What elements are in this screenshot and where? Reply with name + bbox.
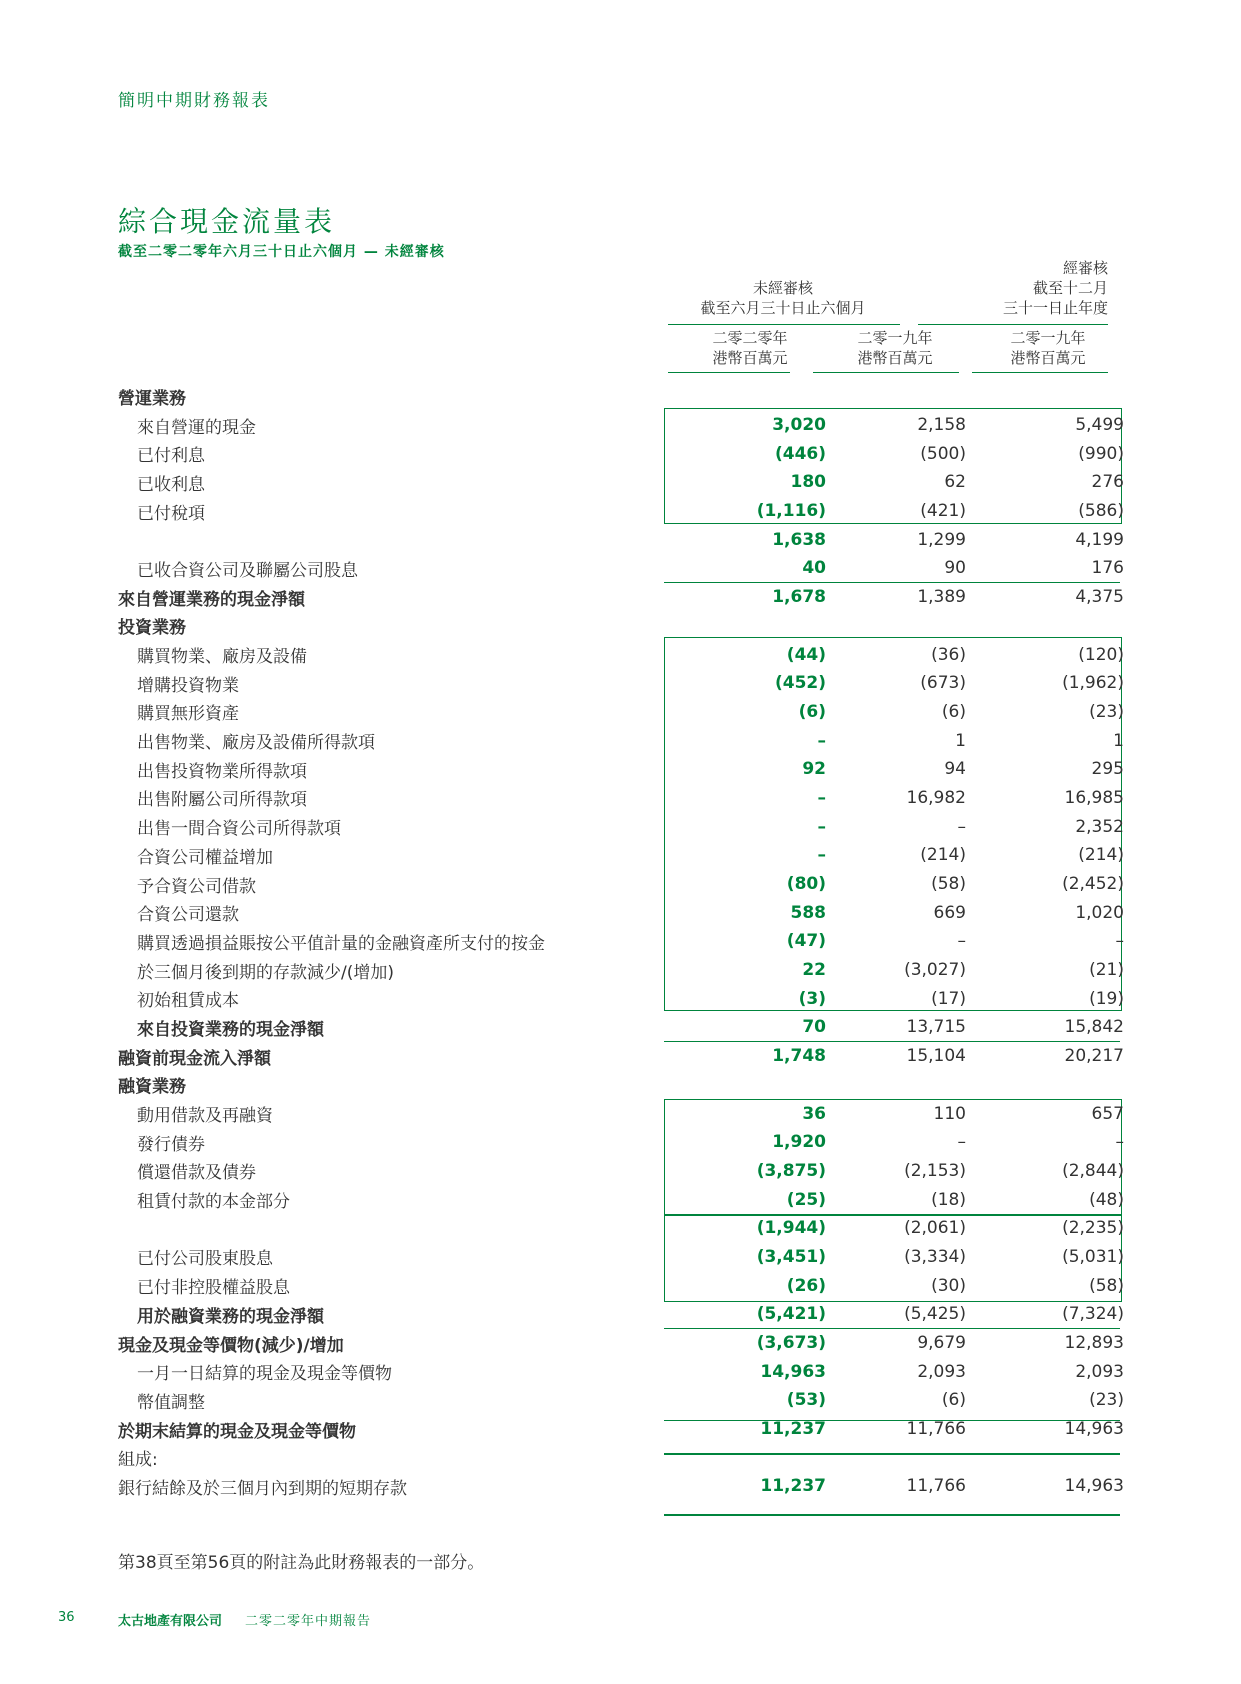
row-label: 已收利息 [137,474,205,495]
table-row [118,1300,1124,1329]
row-value-v3: 1 [1113,730,1124,751]
table-row [118,411,1124,440]
row-value-v1: (80) [786,874,826,895]
row-value-v2: (2,153) [904,1160,966,1181]
row-label: 初始租賃成本 [137,991,239,1012]
row-label: 租賃付款的本金部分 [137,1192,290,1213]
row-value-v3: (214) [1078,845,1124,866]
row-label: 融資業務 [118,1077,186,1098]
row-value-v3: – [1115,1132,1124,1153]
table-row [118,956,1124,985]
row-value-v3: (23) [1089,701,1124,722]
row-value-v3: 295 [1091,759,1124,780]
table-row [118,812,1124,841]
row-value-v3: 2,093 [1075,1361,1124,1382]
row-label: 增購投資物業 [137,675,239,696]
row-value-v2: 90 [944,558,966,579]
row-value-v3 [976,1443,1124,1472]
row-value-v3 [976,382,1124,411]
row-value-v1: 36 [802,1103,826,1124]
row-value-v1: (1,116) [756,501,826,522]
unaudited-group-header [668,278,898,318]
row-label: 於三個月後到期的存款減少/(增加) [137,962,394,983]
column-unit: 港幣百萬元 [1010,349,1086,367]
row-value-v2: (58) [931,874,966,895]
row-value-v3: 5,499 [1075,415,1124,436]
row-value-v2: 110 [933,1103,966,1124]
row-value-v2: (17) [931,988,966,1009]
row-value-v3: 657 [1091,1103,1124,1124]
table-row [118,755,1124,784]
table-row [118,841,1124,870]
audited-period-label-1: 截至十二月 [1032,279,1108,297]
row-value-v1: (3) [798,988,826,1009]
table-row [118,669,1124,698]
column-unit: 港幣百萬元 [712,349,788,367]
row-value-v2: (673) [920,673,966,694]
row-label: 營運業務 [118,388,186,409]
table-row [118,1329,1124,1358]
row-value-v1: – [817,730,826,751]
row-value-v1: 1,748 [772,1046,826,1067]
row-value-v3: 14,963 [1064,1476,1124,1497]
table-row [118,497,1124,526]
row-value-v2: 669 [933,902,966,923]
row-label: 幣值調整 [137,1392,205,1413]
row-label: 已收合資公司及聯屬公司股息 [137,560,358,581]
row-label: 合資公司權益增加 [137,847,273,868]
row-label: 來自營運業務的現金淨額 [118,589,305,610]
row-label: 予合資公司借款 [137,876,256,897]
row-value-v1 [689,382,832,411]
row-value-v3: 276 [1091,472,1124,493]
row-value-v1: 1,920 [772,1132,826,1153]
row-label: 出售一間合資公司所得款項 [137,819,341,840]
header-underline [668,372,790,373]
row-value-v2: (214) [920,845,966,866]
column-year: 二零一九年 [1010,329,1086,347]
row-value-v1: (44) [786,644,826,665]
row-value-v3: 14,963 [1064,1419,1124,1440]
row-value-v2: 11,766 [906,1419,966,1440]
row-value-v1: (47) [786,931,826,952]
row-value-v2: (3,334) [904,1246,966,1267]
audited-group-header [958,258,1108,318]
row-value-v1 [689,1071,832,1100]
table-row [118,927,1124,956]
row-label: 投資業務 [118,618,186,639]
row-value-v3: – [1115,931,1124,952]
row-value-v1: 180 [790,472,826,493]
row-value-v1: (3,673) [756,1333,826,1354]
table-row [118,1128,1124,1157]
row-value-v3: (2,844) [1062,1160,1124,1181]
row-value-v2 [832,612,976,641]
header-underline [813,372,959,373]
header-underline [972,372,1108,373]
row-value-v1: – [817,845,826,866]
row-value-v2: (30) [931,1275,966,1296]
row-label: 現金及現金等價物(減少)/增加 [118,1335,344,1356]
row-label: 已付公司股東股息 [137,1249,273,1270]
column-year: 二零一九年 [857,329,933,347]
row-label [118,525,689,554]
row-label: 出售附屬公司所得款項 [137,790,307,811]
row-value-v2: 13,715 [906,1017,966,1038]
table-row [118,1214,1124,1243]
row-value-v2: 9,679 [917,1333,966,1354]
row-value-v1: (3,875) [756,1160,826,1181]
column-year: 二零二零年 [712,329,788,347]
table-row [118,1157,1124,1186]
row-value-v1: (6) [798,701,826,722]
row-value-v3: 12,893 [1064,1333,1124,1354]
row-value-v2: (421) [920,501,966,522]
row-value-v2: 16,982 [906,787,966,808]
row-value-v3: (586) [1078,501,1124,522]
row-value-v1: – [817,816,826,837]
table-row [118,1071,1124,1100]
table-row [118,698,1124,727]
row-value-v1: 588 [790,902,826,923]
table-row [118,784,1124,813]
row-label: 一月一日結算的現金及現金等價物 [137,1364,392,1385]
row-value-v3: 15,842 [1064,1017,1124,1038]
row-value-v2: – [957,1132,966,1153]
column-unit: 港幣百萬元 [857,349,933,367]
table-row [118,640,1124,669]
row-label: 已付非控股權益股息 [137,1278,290,1299]
row-value-v3: 2,352 [1075,816,1124,837]
table-row [118,1013,1124,1042]
row-label: 動用借款及再融資 [137,1106,273,1127]
row-value-v2: 62 [944,472,966,493]
table-row [118,1042,1124,1071]
row-label: 合資公司還款 [137,905,239,926]
row-value-v2: 94 [944,759,966,780]
row-value-v2: (3,027) [904,960,966,981]
row-value-v1: (1,944) [756,1218,826,1239]
row-value-v2: 1,299 [917,529,966,550]
row-label: 出售物業、廠房及設備所得款項 [137,733,375,754]
row-value-v3: (21) [1089,960,1124,981]
row-value-v1: – [817,787,826,808]
row-value-v2: (5,425) [904,1304,966,1325]
row-value-v3: (58) [1089,1275,1124,1296]
row-value-v1: (452) [774,673,826,694]
row-value-v2 [832,1071,976,1100]
row-value-v1: 1,638 [772,529,826,550]
row-value-v3: (48) [1089,1189,1124,1210]
row-value-v2: (36) [931,644,966,665]
row-value-v2: (6) [941,701,966,722]
row-value-v2: – [957,816,966,837]
row-label: 來自營運的現金 [137,417,256,438]
footnote: 第38頁至第56頁的附註為此財務報表的一部分。 [118,1553,485,1573]
row-value-v2: – [957,931,966,952]
row-label: 償還借款及債券 [137,1163,256,1184]
row-value-v2: (500) [920,443,966,464]
row-value-v1: (446) [774,443,826,464]
row-value-v1: 1,678 [772,587,826,608]
table-row [118,1099,1124,1128]
column-header-2019-annual [988,328,1108,368]
table-row [118,583,1124,612]
row-label: 出售投資物業所得款項 [137,761,307,782]
row-value-v2: 1,389 [917,587,966,608]
header-divider [918,324,1108,325]
row-value-v2: 1 [955,730,966,751]
page-subtitle: 截至二零二零年六月三十日止六個月 — 未經審核 [118,244,445,260]
table-row [118,1271,1124,1300]
table-row [118,898,1124,927]
row-label: 已付稅項 [137,503,205,524]
row-label: 融資前現金流入淨額 [118,1048,271,1069]
audited-period-label-2: 三十一日止年度 [1002,299,1108,317]
row-label: 購買物業、廠房及設備 [137,647,307,668]
row-label: 發行債券 [137,1134,205,1155]
row-value-v3: (120) [1078,644,1124,665]
row-value-v3 [976,1071,1124,1100]
row-value-v1: (3,451) [756,1246,826,1267]
row-value-v3: (2,235) [1062,1218,1124,1239]
row-label: 用於融資業務的現金淨額 [137,1306,324,1327]
row-value-v2: 11,766 [906,1476,966,1497]
unaudited-period-label: 截至六月三十日止六個月 [700,299,866,317]
page-number: 36 [58,1610,75,1625]
table-row [118,1357,1124,1386]
row-value-v3: 1,020 [1075,902,1124,923]
row-value-v1: 70 [802,1017,826,1038]
table-row [118,468,1124,497]
row-label: 於期末結算的現金及現金等價物 [118,1421,356,1442]
row-label: 銀行結餘及於三個月內到期的短期存款 [118,1478,407,1499]
row-value-v1: 11,237 [760,1419,826,1440]
row-label: 購買無形資產 [137,704,239,725]
row-value-v1: 14,963 [760,1361,826,1382]
row-value-v1: (26) [786,1275,826,1296]
row-value-v1 [689,612,832,641]
row-value-v3: (990) [1078,443,1124,464]
row-value-v3: 4,375 [1075,587,1124,608]
table-row [118,382,1124,411]
audited-label: 經審核 [1062,259,1108,277]
report-section-label: 簡明中期財務報表 [118,91,270,111]
table-row [118,1443,1124,1472]
cash-flow-table [118,382,1124,1501]
total-rule [664,1514,1120,1516]
row-label: 購買透過損益賬按公平值計量的金融資產所支付的按金 [137,933,545,954]
row-value-v1: (25) [786,1189,826,1210]
table-row [118,1415,1124,1444]
row-value-v3 [976,612,1124,641]
row-value-v3: (19) [1089,988,1124,1009]
column-header-2020-interim [690,328,810,368]
row-value-v3: (2,452) [1062,874,1124,895]
row-value-v3: (23) [1089,1390,1124,1411]
row-value-v2: 2,158 [917,415,966,436]
row-value-v1: 11,237 [760,1476,826,1497]
row-value-v1: 3,020 [772,415,826,436]
row-label: 組成: [118,1450,158,1471]
row-value-v2 [832,382,976,411]
row-value-v1 [689,1443,832,1472]
row-value-v2: (2,061) [904,1218,966,1239]
table-row [118,1386,1124,1415]
table-row [118,525,1124,554]
row-value-v1: (5,421) [756,1304,826,1325]
row-label [118,1214,689,1243]
row-value-v3: 4,199 [1075,529,1124,550]
table-row [118,1185,1124,1214]
row-value-v3: (1,962) [1062,673,1124,694]
table-row [118,726,1124,755]
column-header-2019-interim [835,328,955,368]
row-value-v1: 40 [802,558,826,579]
row-value-v1: 92 [802,759,826,780]
row-value-v2: 15,104 [906,1046,966,1067]
row-value-v1: (53) [786,1390,826,1411]
header-divider [668,324,900,325]
footer-company: 太古地產有限公司 [118,1614,223,1629]
row-value-v2: 2,093 [917,1361,966,1382]
table-row [118,612,1124,641]
table-row [118,439,1124,468]
row-label: 已付利息 [137,446,205,467]
table-row [118,1472,1124,1501]
row-value-v2 [832,1443,976,1472]
row-value-v2: (6) [941,1390,966,1411]
page-title: 綜合現金流量表 [118,205,336,238]
table-row [118,554,1124,583]
row-value-v3: 16,985 [1064,787,1124,808]
table-row [118,870,1124,899]
table-row [118,1243,1124,1272]
footer-report: 二零二零年中期報告 [245,1614,372,1629]
row-value-v2: (18) [931,1189,966,1210]
row-value-v3: 176 [1091,558,1124,579]
row-label: 來自投資業務的現金淨額 [137,1019,324,1040]
row-value-v3: (7,324) [1062,1304,1124,1325]
row-value-v3: 20,217 [1064,1046,1124,1067]
row-value-v1: 22 [802,960,826,981]
row-value-v3: (5,031) [1062,1246,1124,1267]
unaudited-label: 未經審核 [752,279,813,297]
table-row [118,984,1124,1013]
